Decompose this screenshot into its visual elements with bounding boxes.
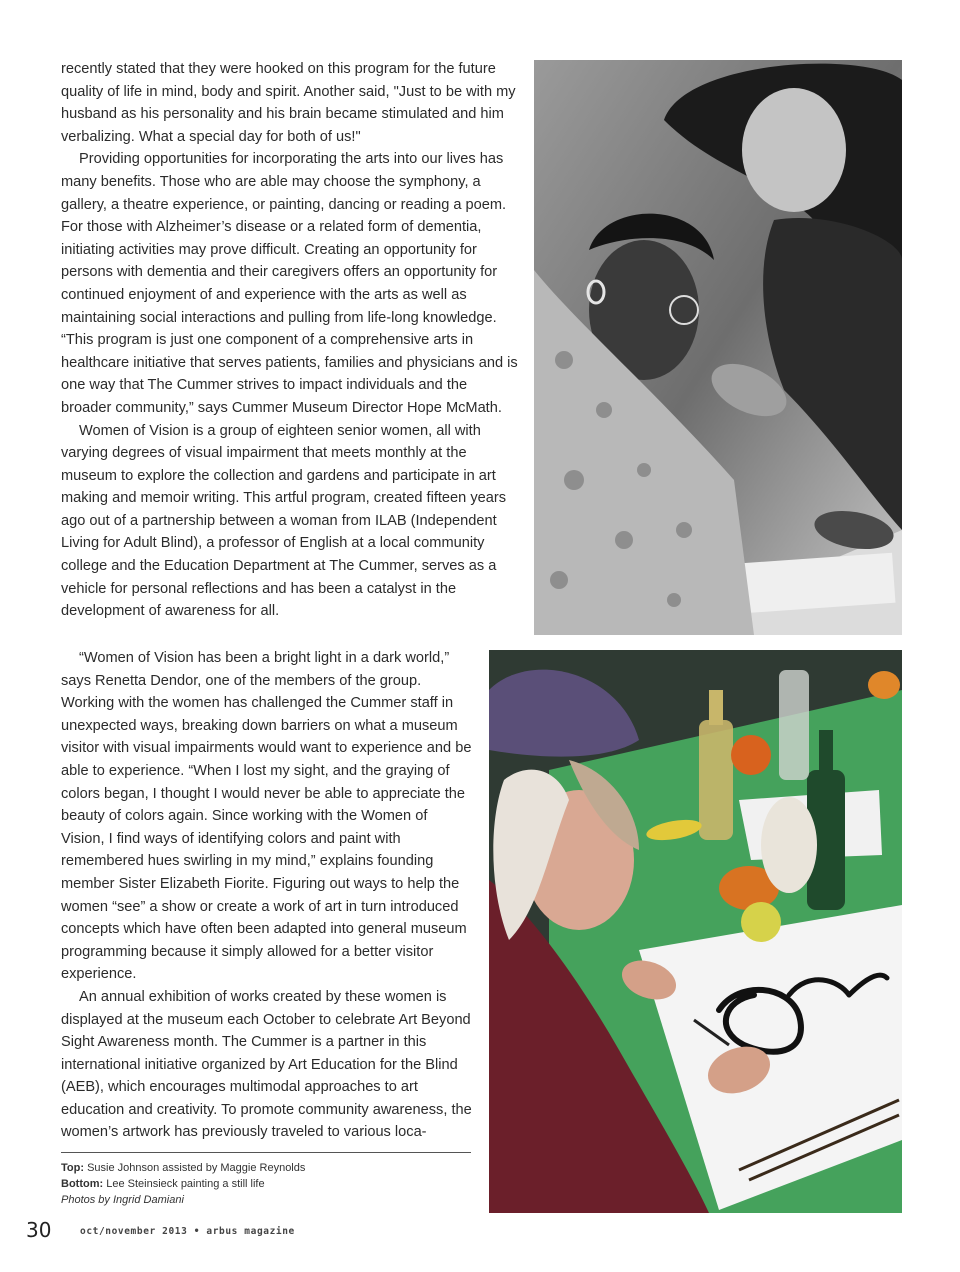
article-paragraph: Providing opportunities for incorporating the arts into our lives has many benefits. Those who are able may choose the symphony, a gallery, a theatre experience, or painting, dancing or reading a poem. For those with Alzheimer’s disease or a related form of dementia, initiating activities may prove difficult. Creating an opportunity for persons with dementia and their caregivers offers an opportunity for continued enjoyment of and experience with the arts as well as maintaining social interactions and pulling from life-long knowledge. “This program is just one component of a comprehensive arts in healthcare initiative that serves patients, families and physicians and is one way that The Cummer strives to impact individuals and the broader community,” says Cummer Museum Director Hope McMath. bbox=[61, 151, 518, 416]
caption-top-label: Top: bbox=[61, 1162, 85, 1174]
caption-bottom-line bbox=[61, 1176, 481, 1192]
article-column-top bbox=[61, 58, 519, 623]
photo-bottom-illustration bbox=[489, 650, 902, 1213]
caption-divider bbox=[61, 1152, 471, 1153]
page-number: 30 bbox=[26, 1218, 52, 1242]
photo-top-illustration bbox=[534, 60, 902, 635]
caption-top-text: Susie Johnson assisted by Maggie Reynolds bbox=[87, 1162, 306, 1174]
photo-bottom-still-life-painting bbox=[489, 650, 902, 1213]
article-paragraph: recently stated that they were hooked on this program for the future quality of life in mind, body and spirit. Another said, "Just to be with my husband as his personality and his brain became stimulated and him verbalizing. What a special day for both of us!" bbox=[61, 61, 516, 145]
article-paragraph: “Women of Vision has been a bright light in a dark world,” says Renetta Dendor, one of the members of the group. Working with the women has challenged the Cummer staff in unexpected ways, breaking down barriers on what a museum visitor with visual impairments would want to experience and be able to experience. “When I lost my sight, and the graying of colors began, I thought I would never be able to appreciate the beauty of colors again. Since working with the Women of Vision, I find ways of identifying colors and paint with remembered hues swirling in my mind,” explains founding member Sister Elizabeth Fiorite. Figuring out ways to help the women “see” a show or create a work of art in turn introduced concepts which have often been adapted into general museum programming because it simply allowed for a better visitor experience. bbox=[61, 650, 472, 983]
photo-caption bbox=[61, 1160, 481, 1208]
article-paragraph: Women of Vision is a group of eighteen senior women, all with varying degrees of visual impairment that meets monthly at the museum to explore the collection and gardens and participate in art making and memoir writing. This artful program, created fifteen years ago out of a partnership between a woman from ILAB (Independent Living for Adult Blind), a professor of English at a local community college and the Education Department at The Cummer, serves as a vehicle for personal reflections and has been a catalyst in the development of awareness for all. bbox=[61, 422, 507, 620]
article-paragraph: An annual exhibition of works created by these women is displayed at the museum each October to celebrate Art Beyond Sight Awareness month. The Cummer is a partner in this international initiative organized by Art Education for the Blind (AEB), which encourages multimodal approaches to art education and creativity. To promote community awareness, the women’s artwork has previously traveled to various loca- bbox=[61, 988, 472, 1141]
caption-bottom-text: Lee Steinsieck painting a still life bbox=[106, 1178, 265, 1190]
caption-top-line bbox=[61, 1160, 481, 1176]
caption-bottom-label: Bottom: bbox=[61, 1178, 104, 1190]
article-column-bottom bbox=[61, 647, 473, 1144]
footer-magazine-label: oct/november 2013 • arbus magazine bbox=[80, 1226, 295, 1237]
photo-top-art-assistance bbox=[534, 60, 902, 635]
photo-credit: Photos by Ingrid Damiani bbox=[61, 1194, 184, 1206]
